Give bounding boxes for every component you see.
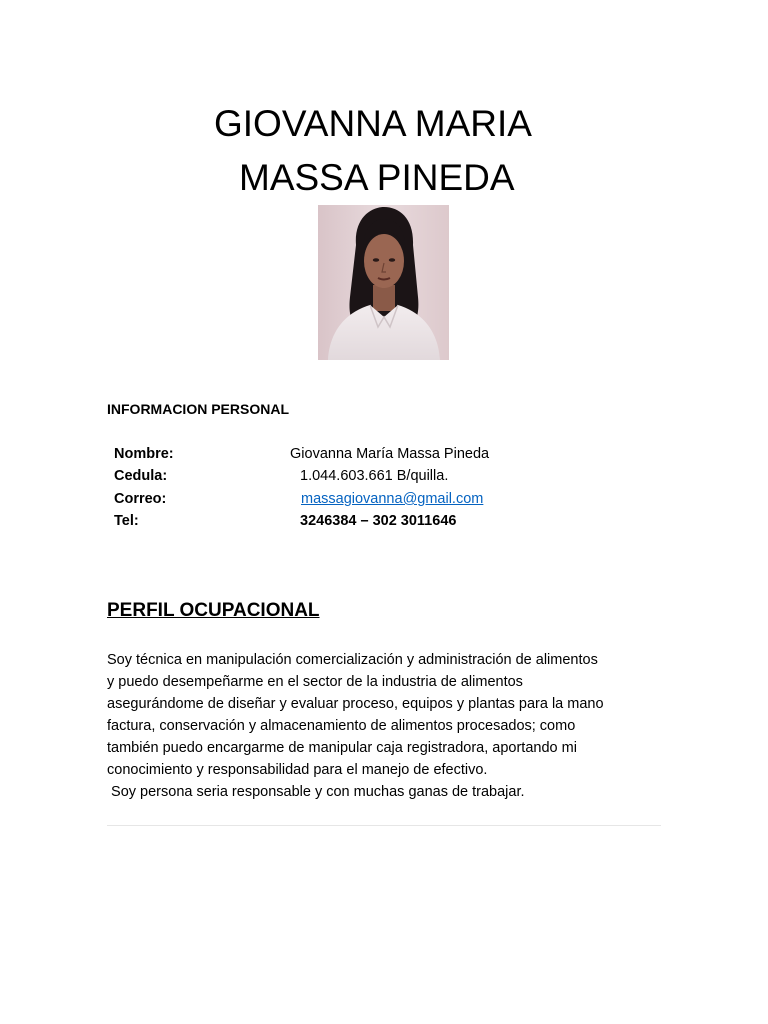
name-title-line-2: MASSA PINEDA: [239, 157, 515, 198]
profile-line: Soy técnica en manipulación comercialización y administración de alimentos: [107, 652, 598, 668]
portrait-photo-icon: [318, 205, 449, 360]
value-nombre: Giovanna María Massa Pineda: [290, 446, 490, 462]
profile-line: conocimiento y responsabilidad para el manejo de efectivo.: [107, 762, 488, 778]
name-title-line-1: GIOVANNA MARIA: [214, 103, 532, 144]
value-tel: 3246384 – 302 3011646: [300, 513, 457, 529]
label-nombre: Nombre:: [114, 446, 174, 462]
personal-info-heading: INFORMACION PERSONAL: [107, 401, 289, 417]
profile-heading: PERFIL OCUPACIONAL: [107, 600, 320, 621]
label-cedula: Cedula:: [114, 468, 168, 484]
profile-paragraph: [107, 649, 667, 803]
label-correo: Correo:: [114, 491, 167, 507]
profile-photo: [318, 205, 449, 360]
value-cedula: 1.044.603.661 B/quilla.: [300, 468, 449, 484]
profile-line: también puedo encargarme de manipular caja registradora, aportando mi: [107, 740, 577, 756]
profile-line: y puedo desempeñarme en el sector de la industria de alimentos: [107, 674, 523, 690]
email-link[interactable]: massagiovanna@gmail.com: [301, 491, 484, 507]
profile-line: Soy persona seria responsable y con muchas ganas de trabajar.: [107, 784, 525, 800]
profile-line: asegurándome de diseñar y evaluar proceso, equipos y plantas para la mano: [107, 696, 604, 712]
label-tel: Tel:: [114, 513, 139, 529]
section-divider: [107, 825, 661, 826]
profile-line: factura, conservación y almacenamiento de alimentos procesados; como: [107, 718, 576, 734]
